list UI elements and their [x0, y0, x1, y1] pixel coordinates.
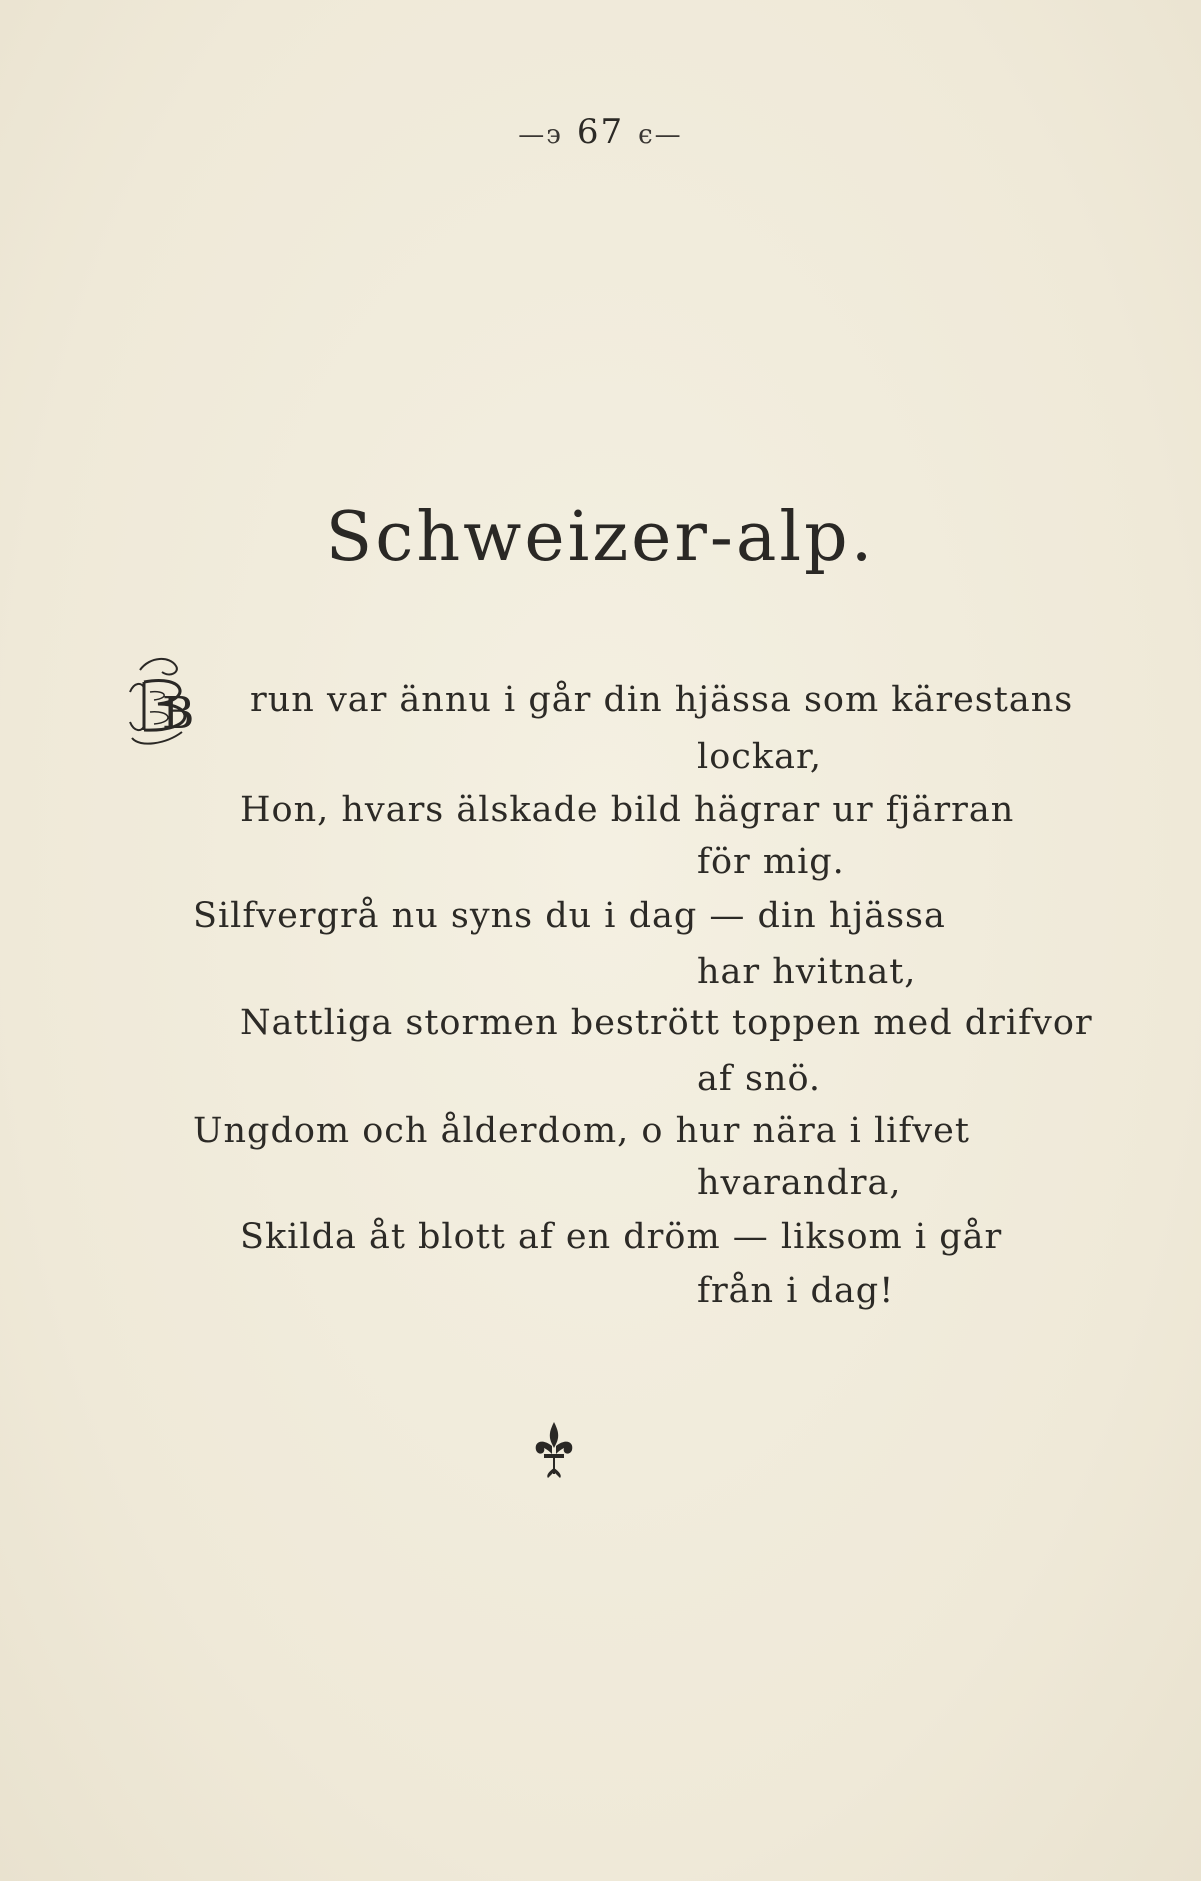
header-ornament-right: ϵ—	[638, 120, 683, 150]
poem-line-4: Nattliga stormen bestrött toppen med drifvor	[240, 1003, 1093, 1043]
poem-line-3-continuation: har hvitnat,	[697, 952, 917, 992]
poem-line-3: Silfvergrå nu syns du i dag — din hjässa	[193, 896, 946, 936]
header-ornament-left: —϶	[518, 120, 563, 150]
poem-line-5-continuation: hvarandra,	[697, 1163, 902, 1203]
poem-line-5: Ungdom och ålderdom, o hur nära i lifvet	[193, 1111, 970, 1151]
poem-line-2: Hon, hvars älskade bild hägrar ur fjärran	[240, 790, 1015, 830]
poem-line-6-continuation: från i dag!	[697, 1271, 895, 1311]
fleur-de-lis-icon	[530, 1418, 578, 1480]
poem-line-2-continuation: för mig.	[697, 842, 845, 882]
poem-line-4-continuation: af snö.	[697, 1059, 822, 1099]
page-number: 67	[576, 112, 625, 152]
poem-title: Schweizer-alp.	[325, 498, 876, 577]
drop-cap-letter: B	[162, 688, 195, 739]
poem-line-1-continuation: lockar,	[697, 737, 822, 777]
poem-line-1: run var ännu i går din hjässa som kärestans	[250, 680, 1074, 720]
poem-line-6: Skilda åt blott af en dröm — liksom i går	[240, 1217, 1003, 1257]
